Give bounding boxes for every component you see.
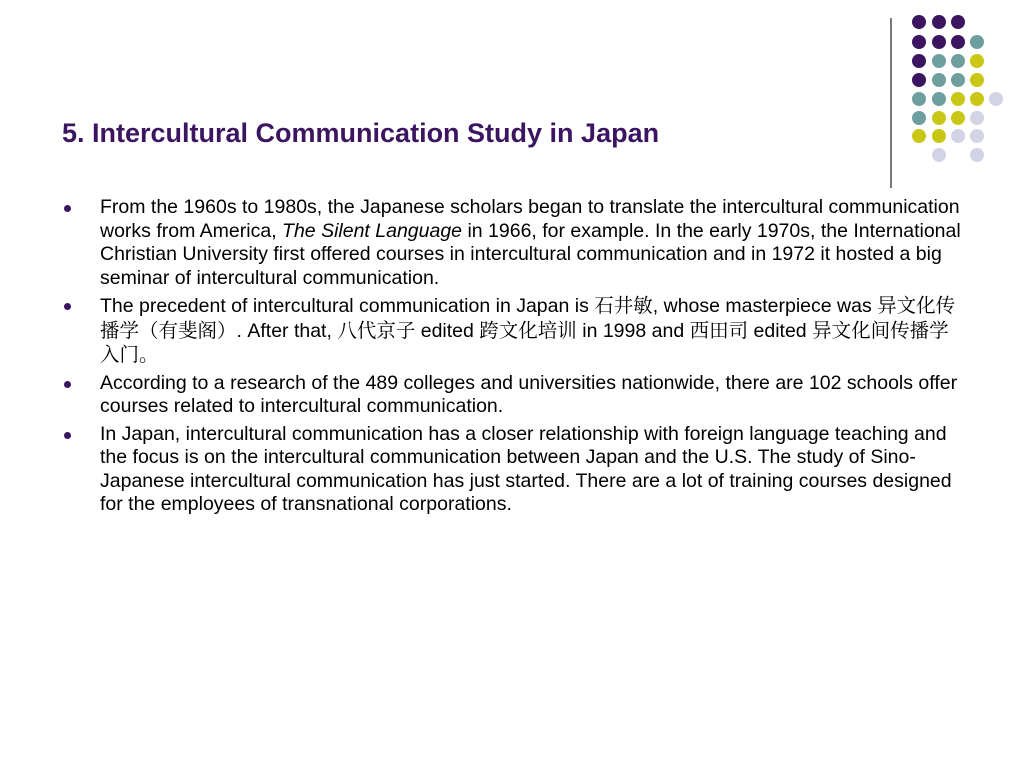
decorative-dot-icon: [932, 129, 946, 143]
bullet-item: In Japan, intercultural communication has a closer relationship with foreign language teaching and the focus is on the intercultural communication between Japan and the U.S. The study of Sino-Japanese intercultural communication has just started. There are a lot of training courses designed for the employees of transnational corporations.: [62, 423, 962, 517]
decorative-dot-icon: [970, 92, 984, 106]
author-name: 石井敏: [594, 294, 653, 317]
slide-title: 5. Intercultural Communication Study in Japan: [62, 118, 660, 148]
book-title: 跨文化培训: [479, 318, 577, 342]
decorative-dot-icon: [970, 111, 984, 125]
decorative-dot-icon: [951, 54, 965, 68]
decorative-dot-icon: [951, 129, 965, 143]
decorative-dot-icon: [970, 73, 984, 87]
bullet-marker-icon: [64, 303, 71, 310]
bullet-marker-icon: [64, 432, 71, 439]
decorative-dot-icon: [912, 129, 926, 143]
decorative-dot-icon: [970, 35, 984, 49]
decorative-dot-icon: [951, 15, 965, 29]
bullet-marker-icon: [64, 205, 71, 212]
decorative-dot-icon: [932, 15, 946, 29]
decorative-dot-icon: [951, 111, 965, 125]
decorative-dot-icon: [970, 148, 984, 162]
vertical-divider: [890, 18, 892, 188]
decorative-dot-icon: [951, 73, 965, 87]
bullet-item: The precedent of intercultural communication in Japan is 石井敏, whose masterpiece was 异文化传播学（有斐阁）. After that, 八代京子 edited 跨文化培训 in 1998 and 西田司 edited 异文化间传播学入门。: [62, 294, 962, 368]
author-name: 八代京子: [337, 318, 416, 342]
decorative-dot-icon: [989, 92, 1003, 106]
decorative-dot-icon: [932, 54, 946, 68]
decorative-dot-icon: [912, 111, 926, 125]
bullet-list: [62, 196, 962, 521]
bullet-marker-icon: [64, 381, 71, 388]
bullet-item: According to a research of the 489 colleges and universities nationwide, there are 102 schools offer courses related to intercultural communication.: [62, 372, 962, 419]
decorative-dot-icon: [932, 148, 946, 162]
decorative-dot-icon: [970, 54, 984, 68]
decorative-dot-icon: [912, 54, 926, 68]
decorative-dot-icon: [912, 35, 926, 49]
bullet-item: From the 1960s to 1980s, the Japanese scholars began to translate the intercultural communication works from America, The Silent Language in 1966, for example. In the early 1970s, the International Christian University first offered courses in intercultural communication and in 1972 it hosted a big seminar of intercultural communication.: [62, 196, 962, 290]
decorative-dot-icon: [932, 35, 946, 49]
decorative-dot-grid: [0, 0, 1024, 200]
decorative-dot-icon: [951, 92, 965, 106]
decorative-dot-icon: [951, 35, 965, 49]
decorative-dot-icon: [932, 111, 946, 125]
book-title: 异文化间传播学入门。: [100, 318, 949, 366]
book-title: The Silent Language: [282, 219, 463, 242]
decorative-dot-icon: [912, 92, 926, 106]
book-title: 异文化传播学（有斐阁）: [100, 294, 956, 342]
decorative-dot-icon: [932, 92, 946, 106]
decorative-dot-icon: [932, 73, 946, 87]
author-name: 西田司: [689, 318, 749, 342]
decorative-dot-icon: [912, 15, 926, 29]
decorative-dot-icon: [970, 129, 984, 143]
decorative-dot-icon: [912, 73, 926, 87]
